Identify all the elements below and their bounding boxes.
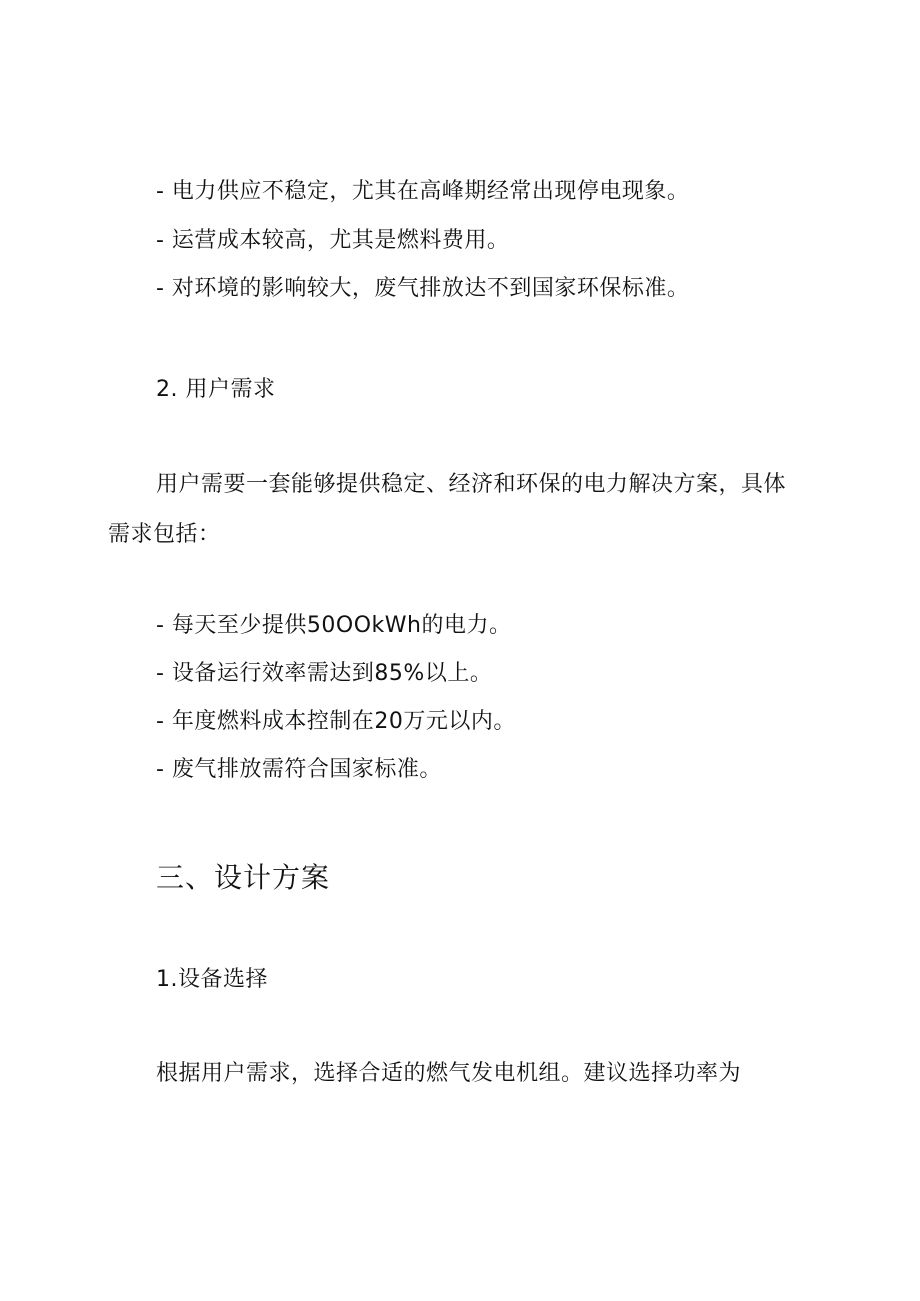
requirement-item: - 年度燃料成本控制在20万元以内。 [156,709,516,734]
requirement-item: - 每天至少提供50OOkWh的电力。 [156,613,512,638]
chapter-title-design-plan: 三、设计方案 [156,861,331,894]
subsection-title-equipment: 1.设备选择 [156,967,268,992]
problem-item: - 运营成本较高，尤其是燃料费用。 [156,228,510,253]
paragraph-line: 用户需要一套能够提供稳定、经济和环保的电力解决方案，具体 [156,472,787,497]
problem-item: - 电力供应不稳定，尤其在高峰期经常出现停电现象。 [156,179,690,204]
requirement-item: - 废气排放需符合国家标准。 [156,757,442,782]
problem-item: - 对环境的影响较大，废气排放达不到国家环保标准。 [156,276,690,301]
section-title-user-needs: 2. 用户需求 [156,377,276,402]
paragraph-line: 需求包括： [108,522,221,547]
requirement-item: - 设备运行效率需达到85%以上。 [156,661,493,686]
paragraph-line: 根据用户需求，选择合适的燃气发电机组。建议选择功率为 [156,1061,742,1086]
